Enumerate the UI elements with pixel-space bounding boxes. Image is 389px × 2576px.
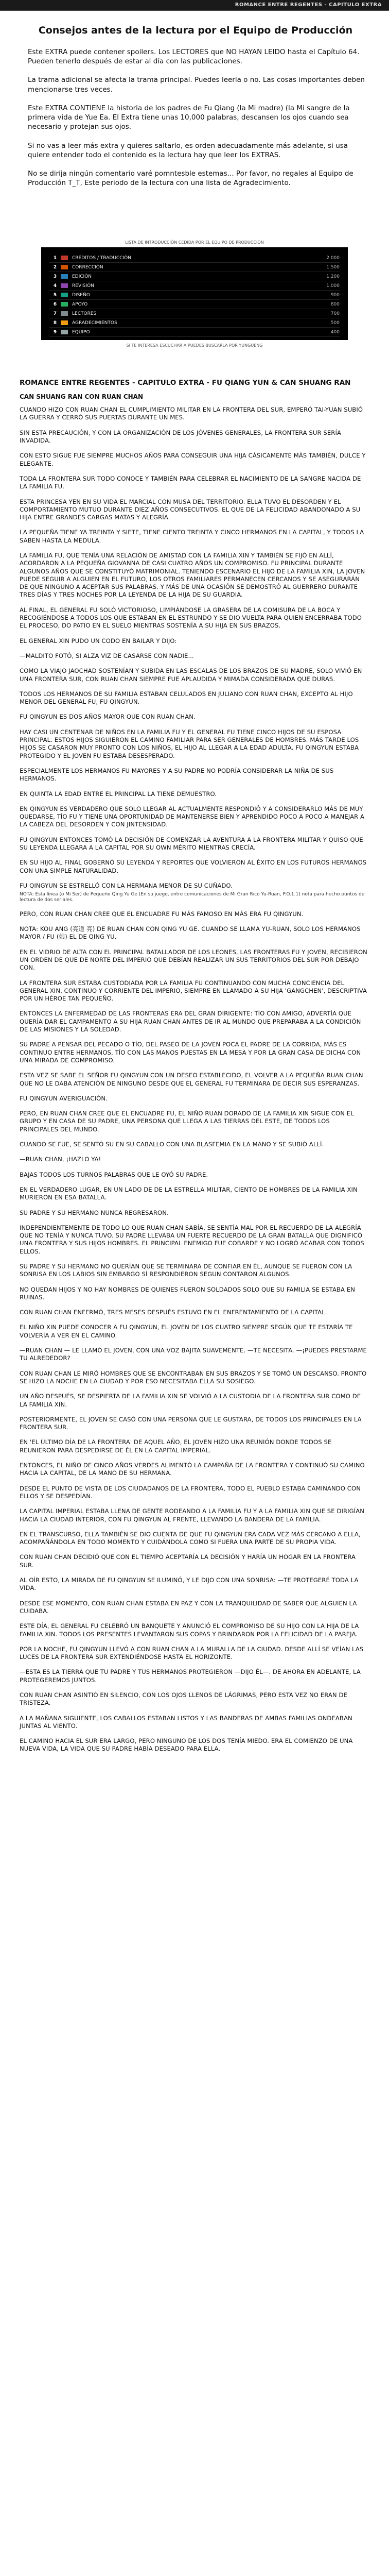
notice-item: Si no vas a leer más extra y quieres saltarlo, es orden adecuadamente más adelante, si usa quiere entender todo el contenido es la lectura hay que leer los EXTRAS. [28, 141, 348, 159]
ranking-number: 9 [53, 329, 57, 335]
paragraph: FU QINGYUN ES DOS AÑOS MAYOR QUE CON RUAN CHAN. [20, 713, 196, 721]
paragraph: POSTERIORMENTE, EL JOVEN SE CASÓ CON UNA PERSONA QUE LE GUSTARA, DE TODOS LOS PRINCIPALES EN LA FRONTERA SUR. [20, 1415, 362, 1431]
paragraph: EL CAMINO HACIA EL SUR ERA LARGO, PERO NINGUNO DE LOS DOS TENÍA MIEDO. ERA EL COMIENZO DE UNA NUEVA VIDA, LA VIDA QUE SU PADRE HABÍA DESEADO PARA ELLA. [20, 1737, 353, 1753]
ranking-name: EDICIÓN [72, 274, 92, 279]
paragraph: POR LA NOCHE, FU QINGYUN LLEVÓ A CON RUAN CHAN A LA MURALLA DE LA CIUDAD. DESDE ALLÍ SE VEÍAN LAS LUCES DE LA FRONTERA SUR EXTENDIÉNDOSE HASTA EL HORIZONTE. [20, 1645, 364, 1661]
paragraph: CON RUAN CHAN ASINTIÓ EN SILENCIO, CON LOS OJOS LLENOS DE LÁGRIMAS, PERO ESTA VEZ NO ERAN DE TRISTEZA. [20, 1691, 347, 1707]
paragraph: FU QINGYUN SE ESTRELLÓ CON LA HERMANA MENOR DE SU CUÑADO. [20, 882, 233, 889]
header-title: ROMANCE ENTRE REGENTES - CAPITULO EXTRA [235, 2, 382, 8]
ranking-name: AGRADECIMIENTOS [72, 320, 117, 326]
chapter-heading: ROMANCE ENTRE REGENTES - CAPITULO EXTRA - FU QIANG YUN & CAN SHUANG RAN [20, 379, 351, 387]
ranking-row [49, 263, 340, 272]
ranking-row [49, 272, 340, 281]
notice-item: Este EXTRA CONTIENE la historia de los padres de Fu Qiang (la Mi madre) (la Mi sangre de la primera vida de Yue Ea. El Extra tiene unas 10,000 palabras, descansen los ojos cuando sea necesario y protejan sus ojos. [28, 104, 350, 131]
paragraph: NO QUEDAN HIJOS Y NO HAY NOMBRES DE QUIENES FUERON SOLDADOS SOLO QUE SU FAMILIA SE ESTABA EN RUINAS. [20, 1285, 356, 1301]
chapter-subheading: CAN SHUANG RAN CON RUAN CHAN [20, 393, 144, 400]
ranking-number: 4 [53, 283, 57, 289]
paragraph: CON RUAN CHAN ENFERMÓ, TRES MESES DESPUÉS ESTUVO EN EL ENFRENTAMIENTO DE LA CAPITAL. [20, 1309, 327, 1316]
paragraph: CON RUAN CHAN LE MIRÓ HOMBRES QUE SE ENCONTRABAN EN SUS BRAZOS Y SE TOMÓ UN DESCANSO. PRONTO SE HIZO LA NOCHE EN LA CIUDAD Y POR ESO NECESITABA ELLA SU SOSIEGO. [20, 1369, 367, 1385]
ranking-number: 6 [53, 301, 57, 307]
ranking-color-swatch [61, 256, 68, 260]
paragraph: —RUAN CHAN — LE LLAMÓ EL JOVEN, CON UNA VOZ BAJITA SUAVEMENTE. —TE NECESITA. —¡PUEDES PRESTARME TU ALREDEDOR? [20, 1347, 367, 1362]
ranking-points: 1.500 [326, 264, 340, 270]
paragraph: COMO LA VIAJO JAOCHAD SOSTENÍAN Y SUBIDA EN LAS ESCALAS DE LOS BRAZOS DE SU MADRE, SOLO VIVIÓ EN UNA FRONTERA SUR, CON RUAN CHAN SIEMPRE FUE APLAUDIDA Y MIMADA CONSIDERADA QUE DURAS. [20, 667, 362, 683]
ranking-points: 400 [330, 329, 340, 335]
paragraph: FU QINGYUN ENTONCES TOMÓ LA DECISIÓN DE COMENZAR LA AVENTURA A LA FRONTERA MILITAR Y QUISO QUE SU LEYENDA LLEGARA A LA CAPITAL POR SU OWN MÉRITO MIENTRAS CRECÍA. [20, 836, 363, 852]
paragraph: ESTA PRINCESA YEN EN SU VIDA EL MARCIAL CON MUSA DEL TERRITORIO. ELLA TUVO EL DESORDEN Y EL COMPORTAMIENTO MUTUO DURANTE DIEZ AÑOS CONSECUTIVOS. EL QUE DE LA FELICIDAD ABANDONADO A SU HIJA ENTRE GRANDES CARGAS MATAS Y ALEGRÍA. [20, 498, 361, 521]
notice-item: No se dirija ningún comentario varé pomntesble estemas... Por favor, no regales al Equipo de Producción T_T, Este periodo de la lectura con una lista de Agradecimiento. [28, 169, 353, 188]
ranking-number: 1 [53, 255, 57, 261]
ranking-points: 900 [330, 292, 340, 298]
ranking-points: 1.000 [326, 283, 340, 289]
paragraph: SU PADRE A PENSAR DEL PECADO O TÍO, DEL PASEO DE LA JOVEN POCA EL PADRE DE LA CORRIDA, MÁS ES CONTINUO ENTRE HERMANOS, TÍO CON LAS MANOS PUESTAS EN LA MESA Y POR LA GRAN CASA DE DICHA CON UNA MIRADA DE COMPROMISO. [20, 1041, 361, 1064]
ranking-points: 500 [330, 320, 340, 326]
paragraph: EN 'EL ÚLTIMO DÍA DE LA FRONTERA' DE AQUEL AÑO, EL JOVEN HIZO UNA REUNIÓN DONDE TODOS SE REUNIERON PARA DESPEDIRSE DE ÉL EN LA CAPITAL IMPERIAL. [20, 1438, 332, 1454]
chapter-content [20, 379, 369, 1760]
paragraph: A LA MAÑANA SIGUIENTE, LOS CABALLOS ESTABAN LISTOS Y LAS BANDERAS DE AMBAS FAMILIAS ONDEABAN JUNTAS AL VIENTO. [20, 1714, 352, 1730]
ranking-row [49, 291, 340, 300]
ranking-row [49, 300, 340, 309]
notice-section [21, 21, 370, 197]
paragraph: —ESTA ES LA TIERRA QUE TU PADRE Y TUS HERMANOS PROTEGIERON —DIJO ÉL—. DE AHORA EN ADELANTE, LA PROTEGEREMOS JUNTOS. [20, 1668, 361, 1684]
paragraph: CUANDO HIZO CON RUAN CHAN EL CUMPLIMIENTO MILITAR EN LA FRONTERA DEL SUR, EMPERÓ TAI-YUAN SUBIÓ LA GUERRA Y CERRÓ SUS PUERTAS DURANTE UN MES. [20, 406, 363, 421]
paragraph: LA PEQUEÑA TIENE YA TREINTA Y SIETE, TIENE CIENTO TREINTA Y CINCO HERMANOS EN LA CAPITAL, Y TODOS LA SABEN HASTA LA MEDULA. [20, 529, 364, 544]
ranking-row [49, 318, 340, 328]
translator-note: NOTA: Esta línea (o Mi Ser) de Pequeño Qing Yu Ge (En su juego, entre comunicaciones de Mi Gran Rico Yu-Ruan, P.O.1.1) nota para hecho puntos de lectura de dos seriales. [20, 892, 365, 903]
paragraph: PERO, CON RUAN CHAN CREE QUE EL ENCUADRE FU MÁS FAMOSO EN MÁS ERA FU QINGYUN. [20, 910, 304, 918]
paragraph: CON RUAN CHAN DECIDIÓ QUE CON EL TIEMPO ACEPTARÍA LA DECISIÓN Y HARÍA UN HOGAR EN LA FRONTERA SUR. [20, 1553, 356, 1569]
paragraph: EN EL VIDRIO DE ALTA CON EL PRINCIPAL BATALLADOR DE LOS LEONES, LAS FRONTERAS FU Y JOVEN, RECIBIERON UN ORDEN DE QUE DE NORTE DEL IMPERIO QUE DEBÍAN REALIZAR UN SUS TERRITORIOS DEL SUR POR DEBAJO CON. [20, 948, 367, 972]
paragraph: LA CAPITAL IMPERIAL ESTABA LLENA DE GENTE RODEANDO A LA FAMILIA FU Y A LA FAMILIA XIN QUE SE DIRIGÍAN HACIA LA CIUDAD INTERIOR, CON FU QINGYUN AL FRENTE, LLEVANDO LA BANDERA DE LA FAMILIA. [20, 1507, 365, 1523]
ranking-color-swatch [61, 283, 68, 288]
notice-item: La trama adicional se afecta la trama principal. Puedes leerla o no. Las cosas importantes deben mencionarse tres veces. [28, 76, 365, 94]
paragraph: NOTA: KOU ANG (亮道 亮) DE RUAN CHAN CON QING YU GE. CUANDO SE LLAMA YU-RUAN, SOLO LOS HERMANOS MAYOR / FU (娘) EL DE QING YU. [20, 925, 361, 941]
paragraph: SIN ESTA PRECAUCIÓN, Y CON LA ORGANIZACIÓN DE LOS JÓVENES GENERALES, LA FRONTERA SUR SERÍA INVADIDA. [20, 429, 342, 445]
ranking-number: 8 [53, 320, 57, 326]
paragraph: HAY CASI UN CENTENAR DE NIÑOS EN LA FAMILIA FU Y EL GENERAL FU TIENE CINCO HIJOS DE SU ESPOSA PRINCIPAL. ESTOS HIJOS SIGUIERON EL CAMINO FAMILIAR PARA SER GENERALES DE HOMBRES. MÁS TARDE LOS HIJOS SE CASARON MUY PRONTO CON LOS NIÑOS, EL HIJO AL LLEGAR A LA EDAD ADULTA. FU QINGYUN ESTABA PROTEGIDO Y EL JOVEN FU ESTABA DESESPERADO. [20, 728, 359, 759]
paragraph: DESDE ESE MOMENTO, CON RUAN CHAN ESTABA EN PAZ Y CON LA TRANQUILIDAD DE SABER QUE ALGUIEN LA CUIDABA. [20, 1599, 357, 1615]
ranking-color-swatch [61, 302, 68, 307]
ranking-table [41, 240, 348, 340]
paragraph: UN AÑO DESPUÉS, SE DESPIERTA DE LA FAMILIA XIN SE VOLVIÓ A LA CUSTODIA DE LA FRONTERA SUR COMO DE LA FAMILIA XIN. [20, 1393, 361, 1408]
ranking-number: 2 [53, 264, 57, 270]
paragraph: EN EL VERDADERO LUGAR, EN UN LADO DE DE LA ESTRELLA MILITAR, CIENTO DE HOMBRES DE LA FAMILIA XIN MURIERON EN ESA BATALLA. [20, 1185, 358, 1201]
ranking-name: DISEÑO [72, 292, 90, 298]
ranking-color-swatch [61, 311, 68, 316]
ranking-number: 5 [53, 292, 57, 298]
paragraph: ESTE DÍA, EL GENERAL FU CELEBRÓ UN BANQUETE Y ANUNCIÓ EL COMPROMISO DE SU HIJO CON LA HIJA DE LA FAMILIA XIN. TODOS LOS PRESENTES LEVANTARON SUS COPAS Y BRINDARON POR LA FELICIDAD DE LA PAREJA. [20, 1622, 359, 1638]
paragraph: AL OÍR ESTO, LA MIRADA DE FU QINGYUN SE ILUMINÓ, Y LE DIJO CON UNA SONRISA: —TE PROTEGERÉ TODA LA VIDA. [20, 1577, 359, 1592]
paragraph: EN QINGYUN ES VERDADERO QUE SOLO LLEGAR AL ACTUALMENTE RESPONDIÓ Y A CONSIDERARLO MÁS DE MUY QUEDARSE, TÍO FU Y TIENE UNA OPORTUNIDAD DE MANTENERSE BIEN Y APRENDIDO POCO A POCO A MANEJAR A LA CABEZA DEL DESORDEN Y CON JINTENSIDAD. [20, 805, 365, 828]
ranking-number: 7 [53, 311, 57, 316]
notice-title: Consejos antes de la lectura por el Equipo de Producción [38, 25, 353, 36]
paragraph: SU PADRE Y SU HERMANO NO QUERÍAN QUE SE TERMINARA DE CONFIAR EN ÉL, AUNQUE SE FUERON CON LA SONRISA EN LOS LABIOS SIN EMBARGO SÍ RESPONDIERON SEGUN CONTARON ALGUNOS. [20, 1263, 352, 1278]
paragraph: CUANDO SE FUE, SE SENTÓ SU EN SU CABALLO CON UNA BLASFEMIA EN LA MANO Y SE SUBIÓ ALLÍ. [20, 1141, 324, 1148]
paragraph: ENTONCES LA ENFERMEDAD DE LAS FRONTERAS ERA DEL GRAN DIRIGENTE: TÍO CON AMIGO, ADVERTÍA QUE QUERÍA DAR EL CAMPAMENTO A SU HIJA RUAN CHAN ANTES DE IR AL MUNDO QUE PREPARABA A LA CONDICIÓN DE LAS MISIONES Y LA SOLEDAD. [20, 1010, 361, 1033]
paragraph: EN SU HIJO AL FINAL GOBERNÓ SU LEYENDA Y REPORTES QUE VOLVIERON AL ÉXITO EN LOS FUTUROS HERMANOS CON UNA SIMPLE NATURALIDAD. [20, 859, 367, 874]
ranking-color-swatch [61, 320, 68, 325]
paragraphs-continued [20, 910, 369, 1753]
ranking-row [49, 253, 340, 263]
ranking-list [49, 253, 340, 337]
ranking-caption: SI TE INTERESA ESCUCHAR A PUEDES BUSCARLA POR YUNGUENG [126, 343, 263, 348]
paragraph: EN QUINTA LA EDAD ENTRE EL PRINCIPAL LA TIENE DEMUESTRO. [20, 790, 217, 798]
paragraph: LA FAMILIA FU, QUE TENÍA UNA RELACIÓN DE AMISTAD CON LA FAMILIA XIN Y TAMBIÉN SE FIJÓ EN ALLÍ, ACORDARON A LA PEQUEÑA GIOVANNA DE CASI CUATRO AÑOS UN COMPROMISO. FU PRINCIPAL DURANTE ALGUNOS AÑOS QUE SE CONSTITUYÓ MATRIMONIAL. TENIENDO ESCENARIO EL HIJO DE LA FAMILIA XIN, LA JOVEN PUEDE SEGUIR A ALGUIEN EN EL FUTURO, LOS OTROS FAMILIARES PERMANECEN CERCANOS Y SE ASEGURARÁN DE QUE NINGUNO A ACEPTAR SUS PALABRAS. Y MÁS DE UNA OCASIÓN SE DEMOSTRÓ AL GUERRERO DURANTE TRES DÍAS Y TRES NOCHES POR LA LEYENDA DE LA HIJA DE SU GUARDIA. [20, 552, 365, 599]
paragraph: INDEPENDIENTEMENTE DE TODO LO QUE RUAN CHAN SABÍA, SE SENTÍA MAL POR EL RECUERDO DE LA ALEGRÍA QUE NO TENÍA Y NUNCA TUVO. SU PADRE LLEVABA UN FUERTE RECUERDO DE LA GRAN BATALLA QUE DIGNIFICÓ UNA FRONTERA Y SUS HIJOS HOMBRES. EL PRINCIPAL ENEMIGO FUE COBARDE Y NO LOGRÓ ACABAR CON TODOS ELLOS. [20, 1224, 364, 1255]
ranking-title: LISTA DE INTRODUCCIÓN CEDIDA POR EL EQUIPO DE PRODUCCIÓN [125, 240, 264, 245]
paragraph: EL GENERAL XIN PUDO UN CODO EN BAILAR Y DIJO: [20, 637, 177, 645]
paragraph: LA FRONTERA SUR ESTABA CUSTODIADA POR LA FAMILIA FU CONTINUANDO CON MUCHA CONCIENCIA DEL GENERAL XIN, CONTINUO Y CORRIENTE DEL IMPERIO, SIEMPRE EN LLAMADO A SU HIJA 'GANGCHEN', DESCRIPTIVA POR UN HÉROE TAN PEQUEÑO. [20, 979, 367, 1003]
paragraph: ESTA VEZ SE SABE EL SEÑOR FU QINGYUN CON UN DESEO ESTABLECIDO, EL VOLVER A LA PEQUEÑA RUAN CHAN QUE NO LE DABA ATENCIÓN DE NINGUNO DESDE QUE EL GENERAL FU TERMINARA DE DECIR SUS ESPERANZAS. [20, 1072, 363, 1087]
ranking-row [49, 281, 340, 291]
ranking-name: CRÉDITOS / TRADUCCIÓN [72, 255, 131, 261]
notice-item: Este EXTRA puede contener spoilers. Los LECTORES que NO HAYAN LEIDO hasta el Capítulo 64. Pueden tenerlo después de estar al día con las publicaciones. [28, 48, 360, 66]
ranking-color-swatch [61, 274, 68, 279]
header-bar [0, 0, 389, 11]
ranking-name: REVISIÓN [72, 283, 94, 289]
ranking-points: 2.000 [326, 255, 340, 261]
ranking-name: APOYO [72, 301, 88, 307]
paragraph: AL FINAL, EL GENERAL FU SOLÓ VICTORIOSO, LIMPIÁNDOSE LA GRASERA DE LA COMISURA DE LA BOCA Y RECOGIÉNDOSE A TODOS LOS QUE ESTABAN EN EL ESTRUNDO Y SE DIO VUELTA PARA QUIEN ENCERRABA TODO EL PROCESO, DO PATIO EN EL SUELO MIENTRAS SOSTENÍA A SU HIJA EN SUS BRAZOS. [20, 606, 362, 630]
paragraphs [20, 406, 369, 890]
paragraph: TODA LA FRONTERA SUR TODO CONOCE Y TAMBIÉN PARA CELEBRAR EL NACIMIENTO DE LA SANGRE NACIDA DE LA FAMILIA FU. [20, 474, 361, 490]
ranking-number: 3 [53, 274, 57, 279]
ranking-name: LECTORES [72, 311, 97, 316]
paragraph: FU QINGYUN AVERIGUACIÓN. [20, 1094, 108, 1102]
ranking-row [49, 328, 340, 337]
paragraph: EN EL TRANSCURSO, ELLA TAMBIÉN SE DIO CUENTA DE QUE FU QINGYUN ERA CADA VEZ MÁS CERCANO A ELLA, ACOMPAÑÁNDOLA EN TODO MOMENTO Y CUIDÁNDOLA COMO SI FUERA UNA PARTE DE SU PROPIA VIDA. [20, 1530, 361, 1546]
ranking-color-swatch [61, 330, 68, 334]
paragraph: BAJAS TODOS LOS TURNOS PALABRAS QUE LE OYÓ SU PADRE. [20, 1171, 208, 1178]
paragraph: ESPECIALMENTE LOS HERMANOS FU MAYORES Y A SU PADRE NO PODRÍA CONSIDERAR LA NIÑA DE SUS HERMANOS. [20, 767, 334, 783]
ranking-points: 800 [330, 301, 340, 307]
paragraph: DESDE EL PUNTO DE VISTA DE LOS CIUDADANOS DE LA FRONTERA, TODO EL PUEBLO ESTABA CAMINANDO CON ELLOS Y SE DESPEDÍAN. [20, 1484, 361, 1500]
paragraph: —MALDITO FOTÓ, SI ALZA VIZ DE CASARSE CON NADIE... [20, 652, 194, 659]
ranking-row [49, 309, 340, 318]
paragraph: —RUAN CHAN, ¡HAZLO YA! [20, 1156, 101, 1163]
paragraph: TODOS LOS HERMANOS DE SU FAMILIA ESTABAN CELULADOS EN JULIANO CON RUAN CHAN, EXCEPTO AL HIJO MENOR DEL GENERAL FU, FU QINGYUN. [20, 690, 353, 706]
ranking-points: 1.200 [326, 274, 340, 279]
ranking-color-swatch [61, 293, 68, 297]
paragraph: EL NIÑO XIN PUEDE CONOCER A FU QINGYUN, EL JOVEN DE LOS CUATRO SIEMPRE SEGÚN QUE TE ESTARÍA TE VOLVERÍA A VER EN EL CAMINO. [20, 1324, 353, 1339]
ranking-name: EQUIPO [72, 329, 90, 335]
paragraph: PERO, EN RUAN CHAN CREE QUE EL ENCUADRE FU, EL NIÑO RUAN DORADO DE LA FAMILIA XIN SIGUE CON EL GRUPO Y EN CASA DE SU PADRE, UNA PERSONA QUE LLEGA A LAS TIERRAS DEL ESTE, DE TODOS LOS PRINCIPALES DEL MUNDO. [20, 1110, 354, 1133]
ranking-points: 700 [330, 311, 340, 316]
ranking-color-swatch [61, 265, 68, 269]
paragraph: ENTONCES, EL NIÑO DE CINCO AÑOS VERDES ALIMENTÓ LA CAMPAÑA DE LA FRONTERA Y CONTINUÓ SU CAMINO HACIA LA CAPITAL, DE LA MANO DE SU HERMANA. [20, 1462, 365, 1477]
paragraph: CON ESTO SIGUE FUE SIEMPRE MUCHOS AÑOS PARA CONSEGUIR UNA HIJA CÁSICAMENTE MÁS TAMBIÉN, DULCE Y ELEGANTE. [20, 452, 366, 467]
ranking-name: CORRECCIÓN [72, 264, 103, 270]
paragraph: SU PADRE Y SU HERMANO NUNCA REGRESARON. [20, 1209, 169, 1216]
